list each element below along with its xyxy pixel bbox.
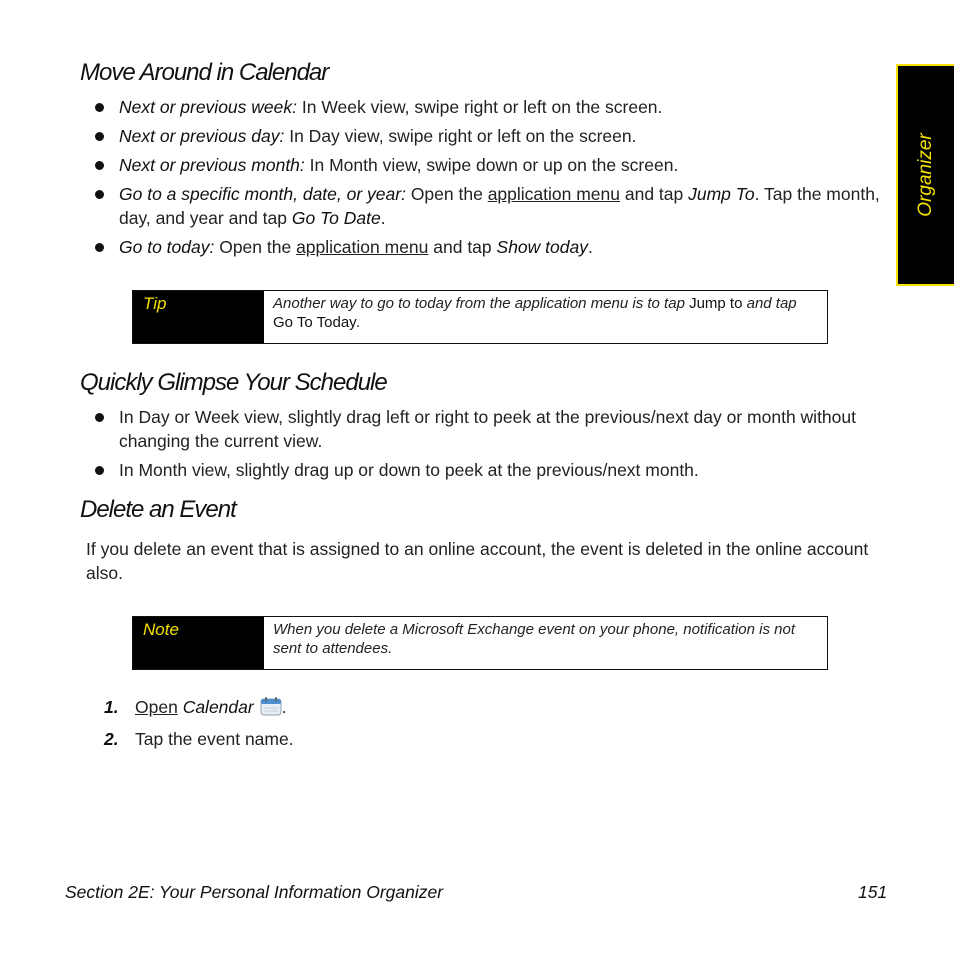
heading-delete-event: Delete an Event <box>80 496 236 523</box>
jump-to-action: Jump To <box>688 184 755 204</box>
step-item <box>104 691 804 723</box>
bullet-dot <box>95 190 104 199</box>
bullet-text: In Month view, slightly drag up or down to peek at the previous/next month. <box>119 460 699 480</box>
go-to-date-action: Go To Date <box>291 208 381 228</box>
tip-text-part: Another way to go to today from the application menu is to tap <box>273 295 690 312</box>
bullet-term: Go to a specific month, date, or year: <box>119 184 406 204</box>
step-item <box>104 723 804 755</box>
bullet-text: and tap <box>428 237 497 257</box>
bullet-text: . Tap the month, day, and year and tap <box>119 184 880 228</box>
note-callout <box>132 616 828 670</box>
bullet-term: Next or previous week: <box>119 97 297 117</box>
delete-paragraph: If you delete an event that is assigned to an online account, the event is deleted in the online account also. <box>86 539 869 583</box>
bullet-term: Next or previous month: <box>119 155 305 175</box>
bullet-text: In Week view, swipe right or left on the screen. <box>297 97 663 117</box>
list-item <box>80 95 880 119</box>
bullet-dot <box>95 243 104 252</box>
list-item <box>80 405 880 453</box>
bullet-text: Open the <box>214 237 297 257</box>
list-item <box>80 153 880 177</box>
heading-quickly-glimpse: Quickly Glimpse Your Schedule <box>80 369 387 396</box>
list-item <box>80 124 880 148</box>
steps-list <box>104 691 804 755</box>
jump-to-ui-term: Jump to <box>689 295 743 312</box>
side-tab <box>896 64 954 286</box>
bullet-dot <box>95 466 104 475</box>
list-item <box>80 458 880 482</box>
step-number: 1. <box>104 697 119 717</box>
glimpse-bullet-list <box>80 405 880 482</box>
bullet-text: In Day or Week view, slightly drag left or right to peek at the previous/next day or month without changing the current view. <box>119 407 856 451</box>
list-item <box>80 182 880 230</box>
bullet-dot <box>95 132 104 141</box>
heading-move-around: Move Around in Calendar <box>80 59 329 86</box>
bullet-text: Open the <box>405 184 488 204</box>
note-label: Note <box>133 617 264 669</box>
calendar-app-name: Calendar <box>182 697 254 717</box>
bullet-term: Go to today: <box>119 237 215 257</box>
step-text: . <box>281 697 287 717</box>
tip-label: Tip <box>133 291 264 343</box>
application-menu-link[interactable]: application menu <box>296 237 429 257</box>
bullet-dot <box>95 413 104 422</box>
footer-section-title: Section 2E: Your Personal Information Organizer <box>65 882 444 902</box>
step-number: 2. <box>104 729 119 749</box>
bullet-text: . <box>380 208 386 228</box>
side-tab-label: Organizer <box>915 133 936 217</box>
bullet-text: In Day view, swipe right or left on the screen. <box>284 126 637 146</box>
bullet-dot <box>95 161 104 170</box>
bullet-text: and tap <box>620 184 689 204</box>
open-link[interactable]: Open <box>135 697 178 717</box>
show-today-action: Show today <box>496 237 588 257</box>
step-text: Tap the event name. <box>135 729 294 749</box>
calendar-icon <box>260 694 282 714</box>
go-to-today-ui-term: Go To Today <box>273 314 357 331</box>
list-item <box>80 235 880 259</box>
bullet-text: . <box>587 237 593 257</box>
tip-callout <box>132 290 828 344</box>
tip-text-part: and tap <box>742 295 797 312</box>
page-number: 151 <box>858 882 888 902</box>
bullet-dot <box>95 103 104 112</box>
bullet-text: In Month view, swipe down or up on the screen. <box>304 155 679 175</box>
tip-text-part: . <box>356 314 361 331</box>
note-text: When you delete a Microsoft Exchange event on your phone, notification is not sent to attendees. <box>273 621 795 657</box>
tip-text <box>264 291 827 343</box>
bullet-term: Next or previous day: <box>119 126 285 146</box>
application-menu-link[interactable]: application menu <box>487 184 620 204</box>
move-bullet-list <box>80 95 880 259</box>
